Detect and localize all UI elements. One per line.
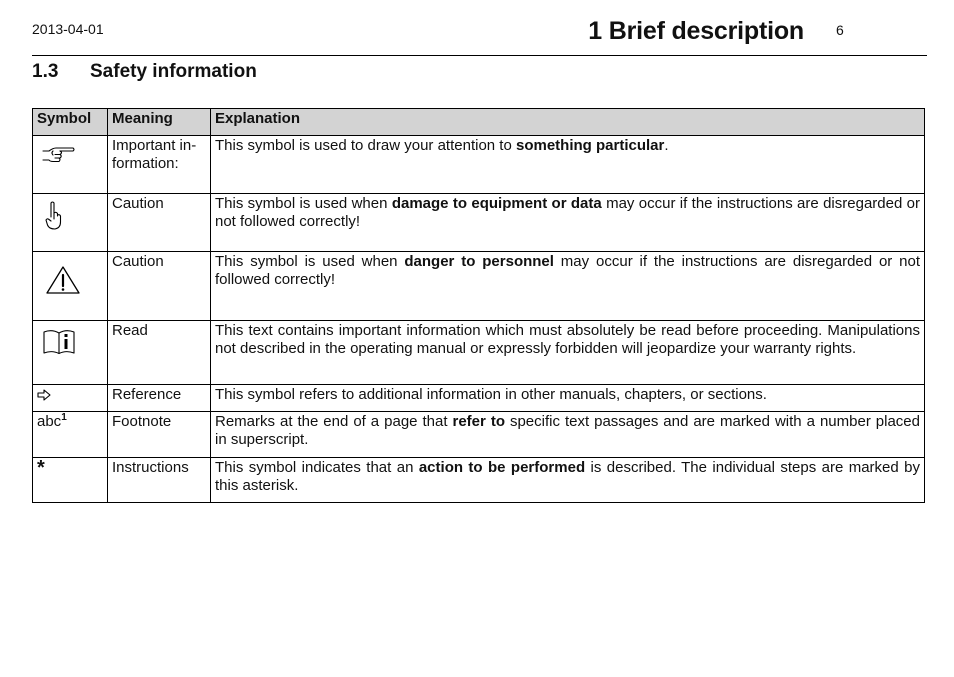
outline-arrow-right-icon [37, 389, 51, 401]
explanation-cell: This symbol is used when damage to equipment or data may occur if the instructions are disregarded or not followed correctly! [211, 194, 925, 252]
table-header-row [33, 109, 925, 136]
meaning-cell: Important information: [108, 136, 211, 194]
safety-symbols-table [32, 108, 925, 503]
meaning-cell: Caution [108, 252, 211, 321]
explanation-cell: This symbol is used when danger to personnel may occur if the instructions are disregarded or not followed correctly! [211, 252, 925, 321]
symbol-cell [33, 252, 108, 321]
column-header-symbol: Symbol [33, 109, 108, 136]
meaning-cell: Reference [108, 385, 211, 412]
book-info-icon [41, 328, 77, 356]
column-header-meaning: Meaning [108, 109, 211, 136]
explanation-cell: This symbol refers to additional information in other manuals, chapters, or sections. [211, 385, 925, 412]
table-row [33, 412, 925, 458]
explanation-cell: This symbol indicates that an action to be performed is described. The individual steps are marked by this asterisk. [211, 458, 925, 503]
header-divider [32, 55, 927, 56]
symbol-cell [33, 412, 108, 458]
column-header-explanation: Explanation [211, 109, 925, 136]
page-number: 6 [836, 22, 844, 38]
footnote-symbol-text: abc [37, 413, 62, 430]
section-title: Safety information [90, 61, 257, 82]
table-row [33, 136, 925, 194]
table-row [33, 458, 925, 503]
meaning-cell: Caution [108, 194, 211, 252]
symbol-cell [33, 321, 108, 385]
section-heading [32, 61, 257, 83]
section-number: 1.3 [32, 61, 59, 82]
warning-triangle-icon [44, 264, 82, 296]
symbol-cell [33, 458, 108, 503]
meaning-cell: Read [108, 321, 211, 385]
table-row [33, 252, 925, 321]
symbol-cell [33, 385, 108, 412]
footnote-superscript: 1 [61, 412, 67, 423]
meaning-cell: Instructions [108, 458, 211, 503]
explanation-cell: This text contains important information which must absolutely be read before proceeding. Manipulations not described in the operating manual or expressly forbidden will jeopardize your warranty rights. [211, 321, 925, 385]
symbol-cell [33, 194, 108, 252]
table-row [33, 385, 925, 412]
pointing-hand-icon [41, 145, 75, 167]
chapter-title: 1 Brief description [588, 17, 804, 45]
header-date: 2013-04-01 [32, 21, 104, 37]
asterisk-symbol: * [37, 457, 45, 479]
meaning-cell: Footnote [108, 412, 211, 458]
raised-finger-icon [43, 200, 65, 232]
table-row [33, 194, 925, 252]
symbol-cell [33, 136, 108, 194]
explanation-cell: Remarks at the end of a page that refer to specific text passages and are marked with a number placed in superscript. [211, 412, 925, 458]
explanation-cell: This symbol is used to draw your attention to something particular. [211, 136, 925, 194]
table-row [33, 321, 925, 385]
